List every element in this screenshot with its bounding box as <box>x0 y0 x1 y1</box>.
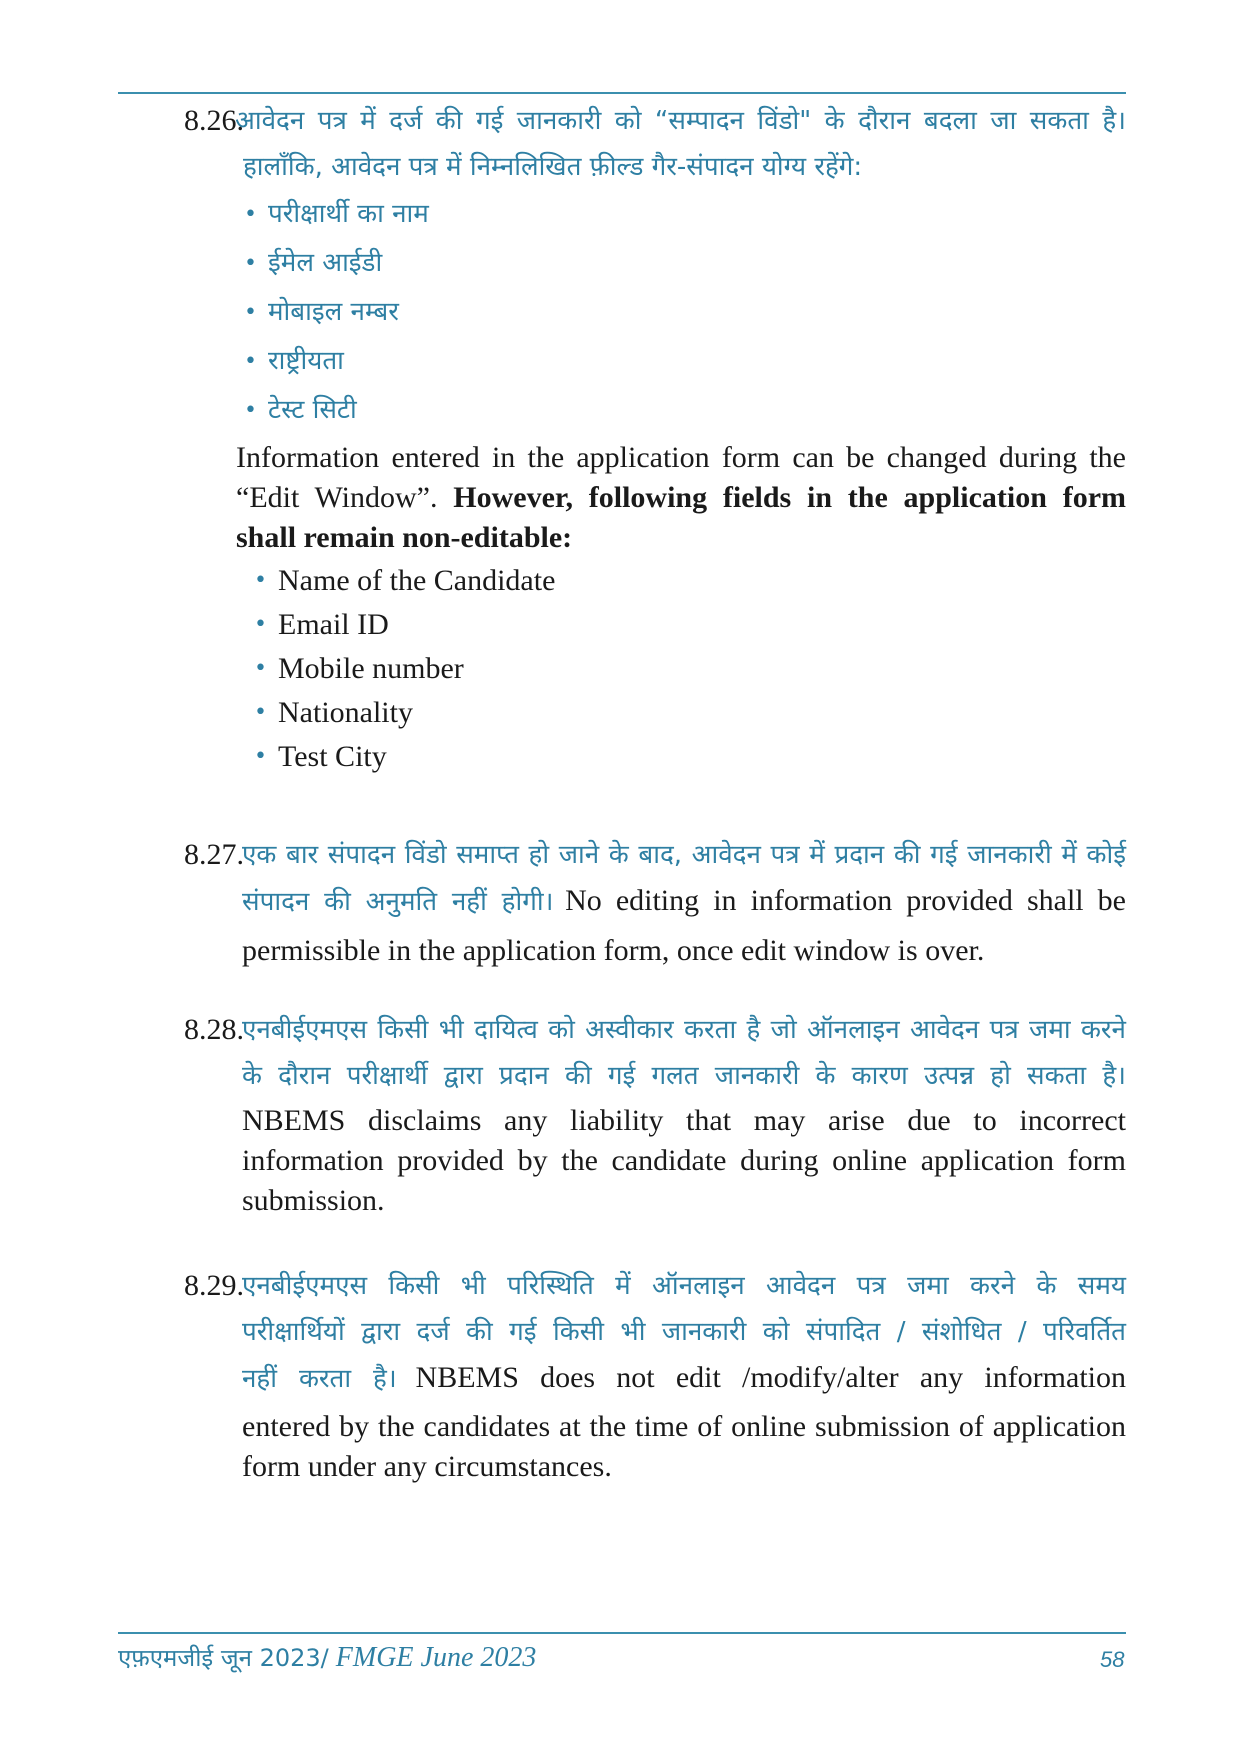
english-text: permissible in the application form, once edit window is over. <box>242 934 985 967</box>
bullet-icon: • <box>244 251 257 276</box>
list-item: • टेस्ट सिटी <box>238 386 1126 435</box>
footer-rule <box>118 1632 1126 1634</box>
mixed-text <box>242 1355 1126 1405</box>
hindi-text: आवेदन पत्र में दर्ज की गई जानकारी को “सम्पादन विंडो" के दौरान बदला जा सकता है। <box>235 106 1126 136</box>
hindi-text: एनबीईएमएस किसी भी दायित्व को अस्वीकार करता है जो ऑनलाइन आवेदन पत्र जमा करने <box>242 1015 1126 1045</box>
bullet-icon: • <box>254 744 267 769</box>
english-text: entered by the candidates at the time of online submission of application form under any circumstances. <box>242 1410 1126 1483</box>
bullet-icon: • <box>254 700 267 725</box>
english-field-list <box>248 559 1126 779</box>
hindi-text: परीक्षार्थियों द्वारा दर्ज की गई किसी भी जानकारी को संपादित / संशोधित / परिवर्तित <box>242 1317 1126 1347</box>
list-item: • ईमेल आईडी <box>238 239 1126 288</box>
hindi-text: के दौरान परीक्षार्थी द्वारा प्रदान की गई गलत जानकारी के कारण उत्पन्न हो सकता है। <box>242 1061 1126 1091</box>
english-bold-text: However, following fields in the application form shall remain non-editable: <box>236 481 1126 554</box>
bullet-icon: • <box>244 398 257 423</box>
clause-number: 8.26. <box>184 104 244 137</box>
bullet-icon: • <box>244 300 257 325</box>
clause-number: 8.27. <box>184 838 244 871</box>
clause-number: 8.29. <box>184 1269 244 1302</box>
english-text: Information entered in the application form can be changed during the “Edit Window”. However, following fields in the application form shall remain non-editable: <box>236 441 1126 554</box>
hindi-text: नहीं करता है। <box>242 1364 397 1394</box>
clause-8-28 <box>184 1007 1126 1221</box>
bullet-icon: • <box>254 612 267 637</box>
list-item: • परीक्षार्थी का नाम <box>238 190 1126 239</box>
hindi-text: एनबीईएमएस किसी भी परिस्थिति में ऑनलाइन आवेदन पत्र जमा करने के समय <box>242 1271 1126 1301</box>
bullet-icon: • <box>244 349 257 374</box>
bullet-icon: • <box>254 656 267 681</box>
list-item: • Mobile number <box>248 647 1126 691</box>
hindi-text: हालाँकि, आवेदन पत्र में निम्नलिखित फ़ील्ड गैर-संपादन योग्य रहेंगे: <box>243 152 863 182</box>
footer-title <box>118 1640 536 1676</box>
list-item: • Name of the Candidate <box>248 559 1126 603</box>
clause-8-29 <box>184 1263 1126 1487</box>
english-text: NBEMS does not edit /modify/alter any information <box>415 1361 1126 1394</box>
list-item: • मोबाइल नम्बर <box>238 288 1126 337</box>
page-number: 58 <box>1100 1647 1125 1672</box>
list-item: • Test City <box>248 735 1126 779</box>
list-item: • राष्ट्रीयता <box>238 337 1126 386</box>
mixed-text <box>242 878 1126 928</box>
hindi-field-list <box>238 190 1126 435</box>
hindi-text: संपादन की अनुमति नहीं होगी। <box>242 887 554 917</box>
list-item: • Email ID <box>248 603 1126 647</box>
footer-english: FMGE June 2023 <box>328 1642 537 1673</box>
clause-number: 8.28. <box>184 1013 244 1046</box>
header-rule <box>118 92 1126 94</box>
list-item: • Nationality <box>248 691 1126 735</box>
english-text: No editing in information provided shall be <box>565 884 1126 917</box>
bullet-icon: • <box>254 568 267 593</box>
footer-hindi: एफ़एमजीई जून 2023/ <box>118 1644 329 1672</box>
bullet-icon: • <box>244 202 257 227</box>
clause-8-27 <box>184 832 1126 974</box>
clause-8-26 <box>184 98 1126 779</box>
hindi-text: एक बार संपादन विंडो समाप्त हो जाने के बाद, आवेदन पत्र में प्रदान की गई जानकारी में कोई <box>242 840 1126 870</box>
english-text: NBEMS disclaims any liability that may arise due to incorrect information provided by the candidate during online application form submission. <box>242 1104 1126 1217</box>
